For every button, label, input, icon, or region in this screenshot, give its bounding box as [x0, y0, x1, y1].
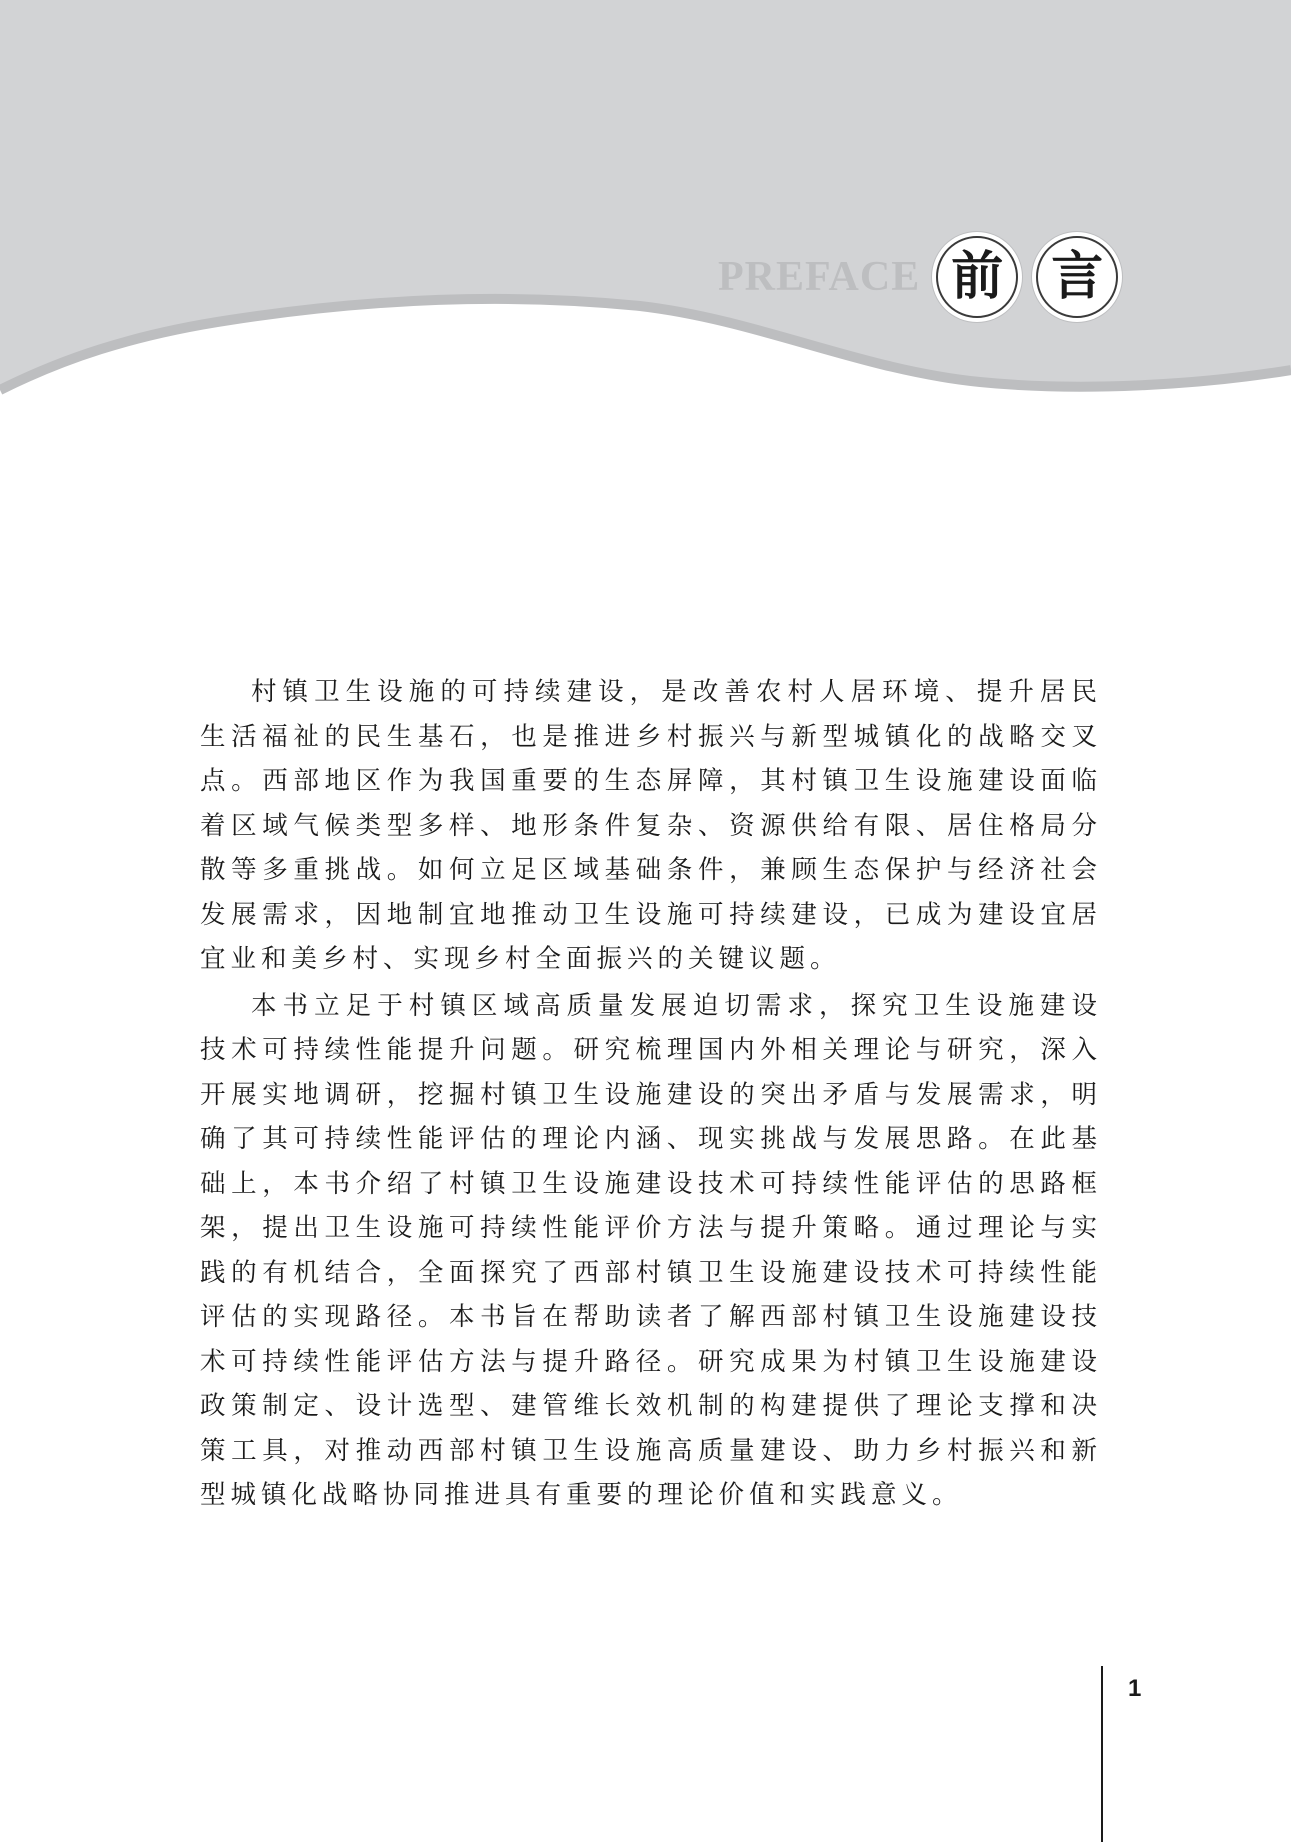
page-number-rule	[1101, 1666, 1103, 1842]
preface-char-circle-1: 前	[936, 236, 1018, 318]
preface-body	[200, 670, 1102, 1518]
preface-heading	[718, 246, 1136, 308]
paragraph-2: 本书立足于村镇区域高质量发展迫切需求，探究卫生设施建设技术可持续性能提升问题。研究梳理国内外相关理论与研究，深入开展实地调研，挖掘村镇卫生设施建设的突出矛盾与发展需求，明确了其可持续性能评估的理论内涵、现实挑战与发展思路。在此基础上，本书介绍了村镇卫生设施建设技术可持续性能评估的思路框架，提出卫生设施可持续性能评价方法与提升策略。通过理论与实践的有机结合，全面探究了西部村镇卫生设施建设技术可持续性能评估的实现路径。本书旨在帮助读者了解西部村镇卫生设施建设技术可持续性能评估方法与提升路径。研究成果为村镇卫生设施建设政策制定、设计选型、建管维长效机制的构建提供了理论支撑和决策工具，对推动西部村镇卫生设施高质量建设、助力乡村振兴和新型城镇化战略协同推进具有重要的理论价值和实践意义。	[200, 990, 1102, 1510]
header-wave-background	[0, 0, 1291, 400]
preface-english-title: PREFACE	[718, 254, 921, 300]
preface-char-circle-2: 言	[1036, 236, 1118, 318]
paragraph-1: 村镇卫生设施的可持续建设，是改善农村人居环境、提升居民生活福祉的民生基石，也是推进乡村振兴与新型城镇化的战略交叉点。西部地区作为我国重要的生态屏障，其村镇卫生设施建设面临着区域气候类型多样、地形条件复杂、资源供给有限、居住格局分散等多重挑战。如何立足区域基础条件，兼顾生态保护与经济社会发展需求，因地制宜地推动卫生设施可持续建设，已成为建设宜居宜业和美乡村、实现乡村全面振兴的关键议题。	[200, 677, 1102, 974]
page-number: 1	[1128, 1675, 1142, 1702]
